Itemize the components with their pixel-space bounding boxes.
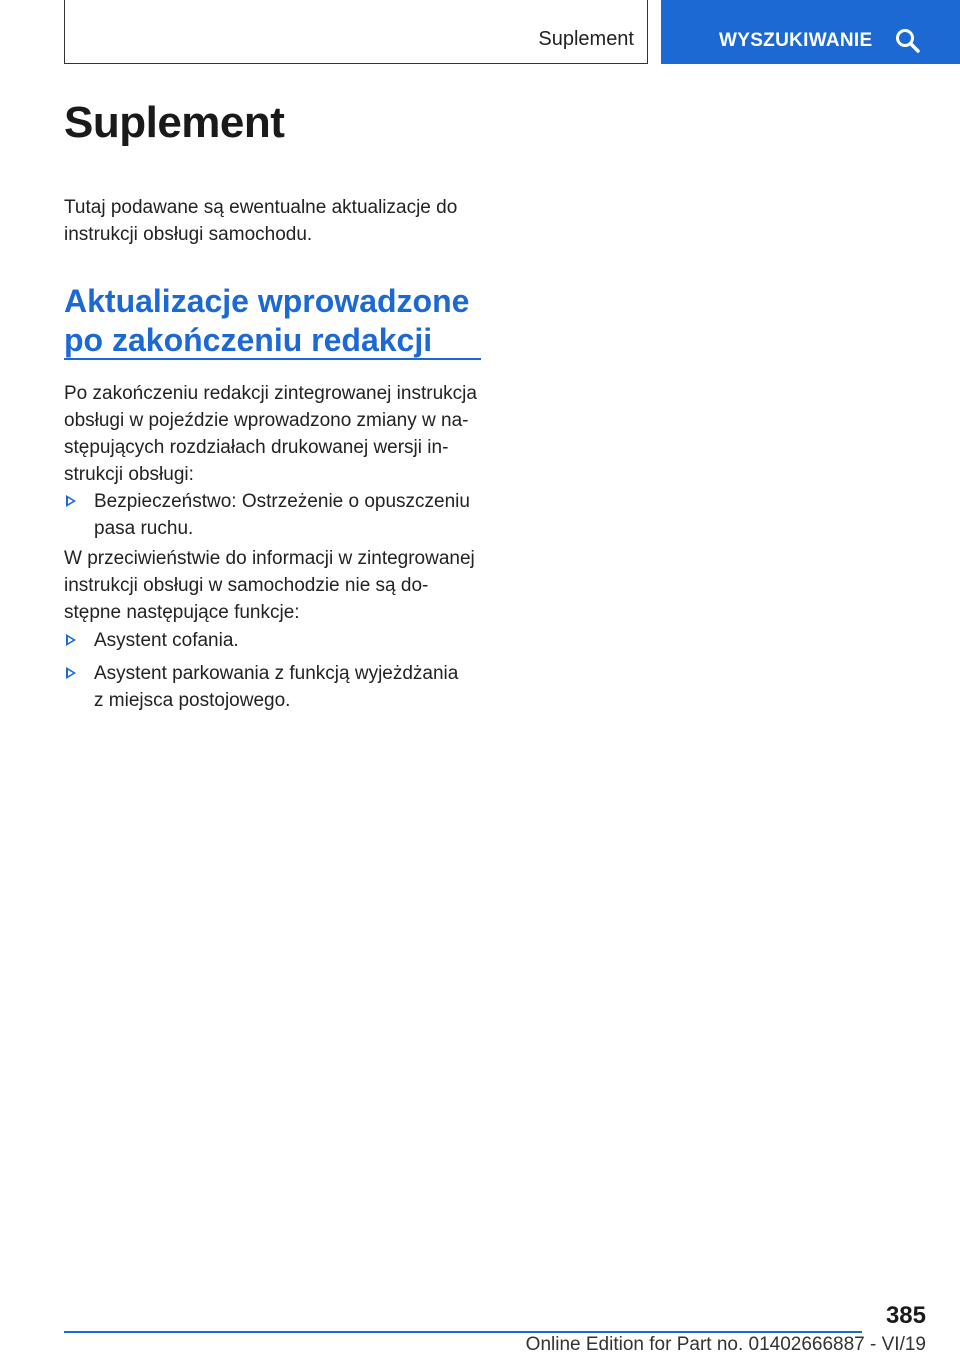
search-button[interactable]: [661, 0, 960, 64]
triangle-bullet-icon: [66, 667, 76, 679]
triangle-bullet-icon: [66, 495, 76, 507]
intro-paragraph: [64, 194, 484, 248]
list-item-line: Asystent parkowania z funkcją wyjeżdżania: [94, 663, 459, 684]
paragraph-line: Po zakończeniu redakcji zintegrowanej instrukcja: [64, 383, 477, 404]
section-title-line: po zakończeniu redakcji: [64, 322, 433, 358]
paragraph-line: strukcji obsługi:: [64, 464, 194, 485]
page-number: 385: [885, 1302, 926, 1329]
search-icon: [895, 28, 921, 54]
footer-divider: [64, 1331, 862, 1333]
list-item-line: Bezpieczeństwo: Ostrzeżenie o opuszczeniu: [94, 491, 470, 512]
footer-edition-text: Online Edition for Part no. 01402666887 - VI/19: [525, 1334, 926, 1355]
section-title: [64, 282, 482, 360]
paragraph-line: stępne następujące funkcje:: [64, 602, 300, 623]
search-button-label: WYSZUKIWANIE: [719, 30, 873, 51]
list-item-line: Asystent cofania.: [94, 630, 239, 651]
header-section-title: Suplement: [538, 28, 634, 50]
paragraph-line: obsługi w pojeździe wprowadzono zmiany w na-: [64, 410, 469, 431]
section-divider: [64, 358, 481, 360]
paragraph-line: instrukcji obsługi w samochodzie nie są do-: [64, 575, 429, 596]
paragraph-line: W przeciwieństwie do informacji w zintegrowanej: [64, 548, 475, 569]
list-item-line: pasa ruchu.: [94, 518, 194, 539]
list-item-line: z miejsca postojowego.: [94, 690, 291, 711]
page-title: Suplement: [64, 98, 285, 147]
paragraph-unavailable-functions: [64, 545, 484, 626]
triangle-bullet-icon: [66, 634, 76, 646]
section-title-line: Aktualizacje wprowadzone: [64, 283, 470, 319]
paragraph-changes: [64, 380, 484, 488]
paragraph-line: stępujących rozdziałach drukowanej wersji in-: [64, 437, 449, 458]
intro-line: instrukcji obsługi samochodu.: [64, 224, 313, 245]
intro-line: Tutaj podawane są ewentualne aktualizacje do: [64, 197, 458, 218]
